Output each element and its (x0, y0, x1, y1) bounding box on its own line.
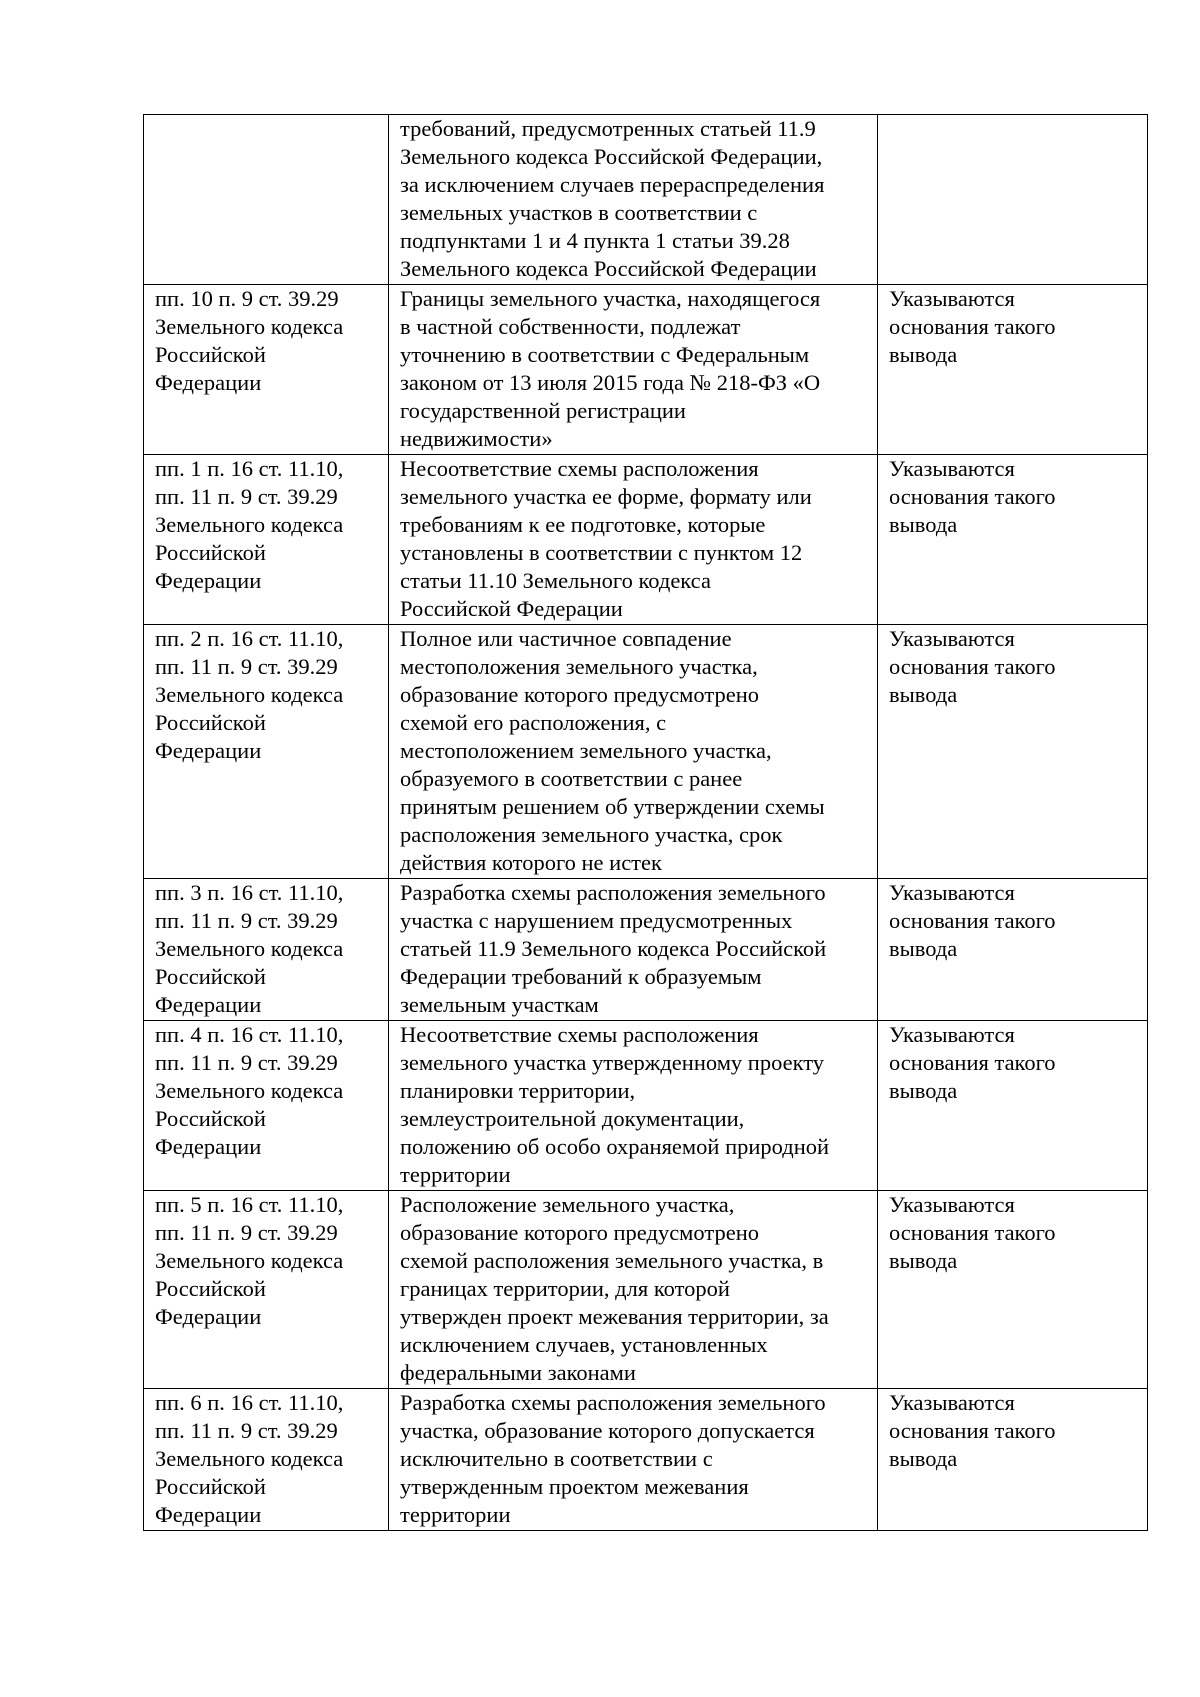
basis-cell: пп. 3 п. 16 ст. 11.10, пп. 11 п. 9 ст. 39.29 Земельного кодекса Российской Федерации (144, 879, 389, 1021)
table-row (144, 455, 1148, 625)
note-cell: Указываются основания такого вывода (878, 625, 1148, 879)
note-cell: Указываются основания такого вывода (878, 455, 1148, 625)
grounds-table (143, 114, 1148, 1531)
table-row (144, 115, 1148, 285)
basis-cell: пп. 2 п. 16 ст. 11.10, пп. 11 п. 9 ст. 39.29 Земельного кодекса Российской Федерации (144, 625, 389, 879)
note-cell: Указываются основания такого вывода (878, 1021, 1148, 1191)
table-row (144, 879, 1148, 1021)
basis-cell: пп. 1 п. 16 ст. 11.10, пп. 11 п. 9 ст. 39.29 Земельного кодекса Российской Федерации (144, 455, 389, 625)
reason-cell: Разработка схемы расположения земельного участка с нарушением предусмотренных статьей 11.9 Земельного кодекса Российской Федерации требований к образуемым земельным участкам (389, 879, 878, 1021)
reason-cell: Границы земельного участка, находящегося в частной собственности, подлежат уточнению в соответствии с Федеральным законом от 13 июля 2015 года № 218-ФЗ «О государственной регистрации недвижимости» (389, 285, 878, 455)
reason-cell: требований, предусмотренных статьей 11.9 Земельного кодекса Российской Федерации, за исключением случаев перераспределения земельных участков в соответствии с подпунктами 1 и 4 пункта 1 статьи 39.28 Земельного кодекса Российской Федерации (389, 115, 878, 285)
reason-cell: Несоответствие схемы расположения земельного участка утвержденному проекту планировки территории, землеустроительной документации, положению об особо охраняемой природной территории (389, 1021, 878, 1191)
table-row (144, 285, 1148, 455)
basis-cell: пп. 6 п. 16 ст. 11.10, пп. 11 п. 9 ст. 39.29 Земельного кодекса Российской Федерации (144, 1389, 389, 1531)
note-cell: Указываются основания такого вывода (878, 1191, 1148, 1389)
reason-cell: Расположение земельного участка, образование которого предусмотрено схемой расположения земельного участка, в границах территории, для которой утвержден проект межевания территории, за исключением случаев, установленных федеральными законами (389, 1191, 878, 1389)
note-cell: Указываются основания такого вывода (878, 285, 1148, 455)
reason-cell: Полное или частичное совпадение местоположения земельного участка, образование которого предусмотрено схемой его расположения, с местоположением земельного участка, образуемого в соответствии с ранее принятым решением об утверждении схемы расположения земельного участка, срок действия которого не истек (389, 625, 878, 879)
basis-cell: пп. 10 п. 9 ст. 39.29 Земельного кодекса Российской Федерации (144, 285, 389, 455)
basis-cell: пп. 4 п. 16 ст. 11.10, пп. 11 п. 9 ст. 39.29 Земельного кодекса Российской Федерации (144, 1021, 389, 1191)
reason-cell: Разработка схемы расположения земельного участка, образование которого допускается исключительно в соответствии с утвержденным проектом межевания территории (389, 1389, 878, 1531)
note-cell (878, 115, 1148, 285)
reason-cell: Несоответствие схемы расположения земельного участка ее форме, формату или требованиям к ее подготовке, которые установлены в соответствии с пунктом 12 статьи 11.10 Земельного кодекса Российской Федерации (389, 455, 878, 625)
table-row (144, 625, 1148, 879)
note-cell: Указываются основания такого вывода (878, 1389, 1148, 1531)
note-cell: Указываются основания такого вывода (878, 879, 1148, 1021)
table-row (144, 1021, 1148, 1191)
basis-cell (144, 115, 389, 285)
table-row (144, 1191, 1148, 1389)
table-row (144, 1389, 1148, 1531)
basis-cell: пп. 5 п. 16 ст. 11.10, пп. 11 п. 9 ст. 39.29 Земельного кодекса Российской Федерации (144, 1191, 389, 1389)
